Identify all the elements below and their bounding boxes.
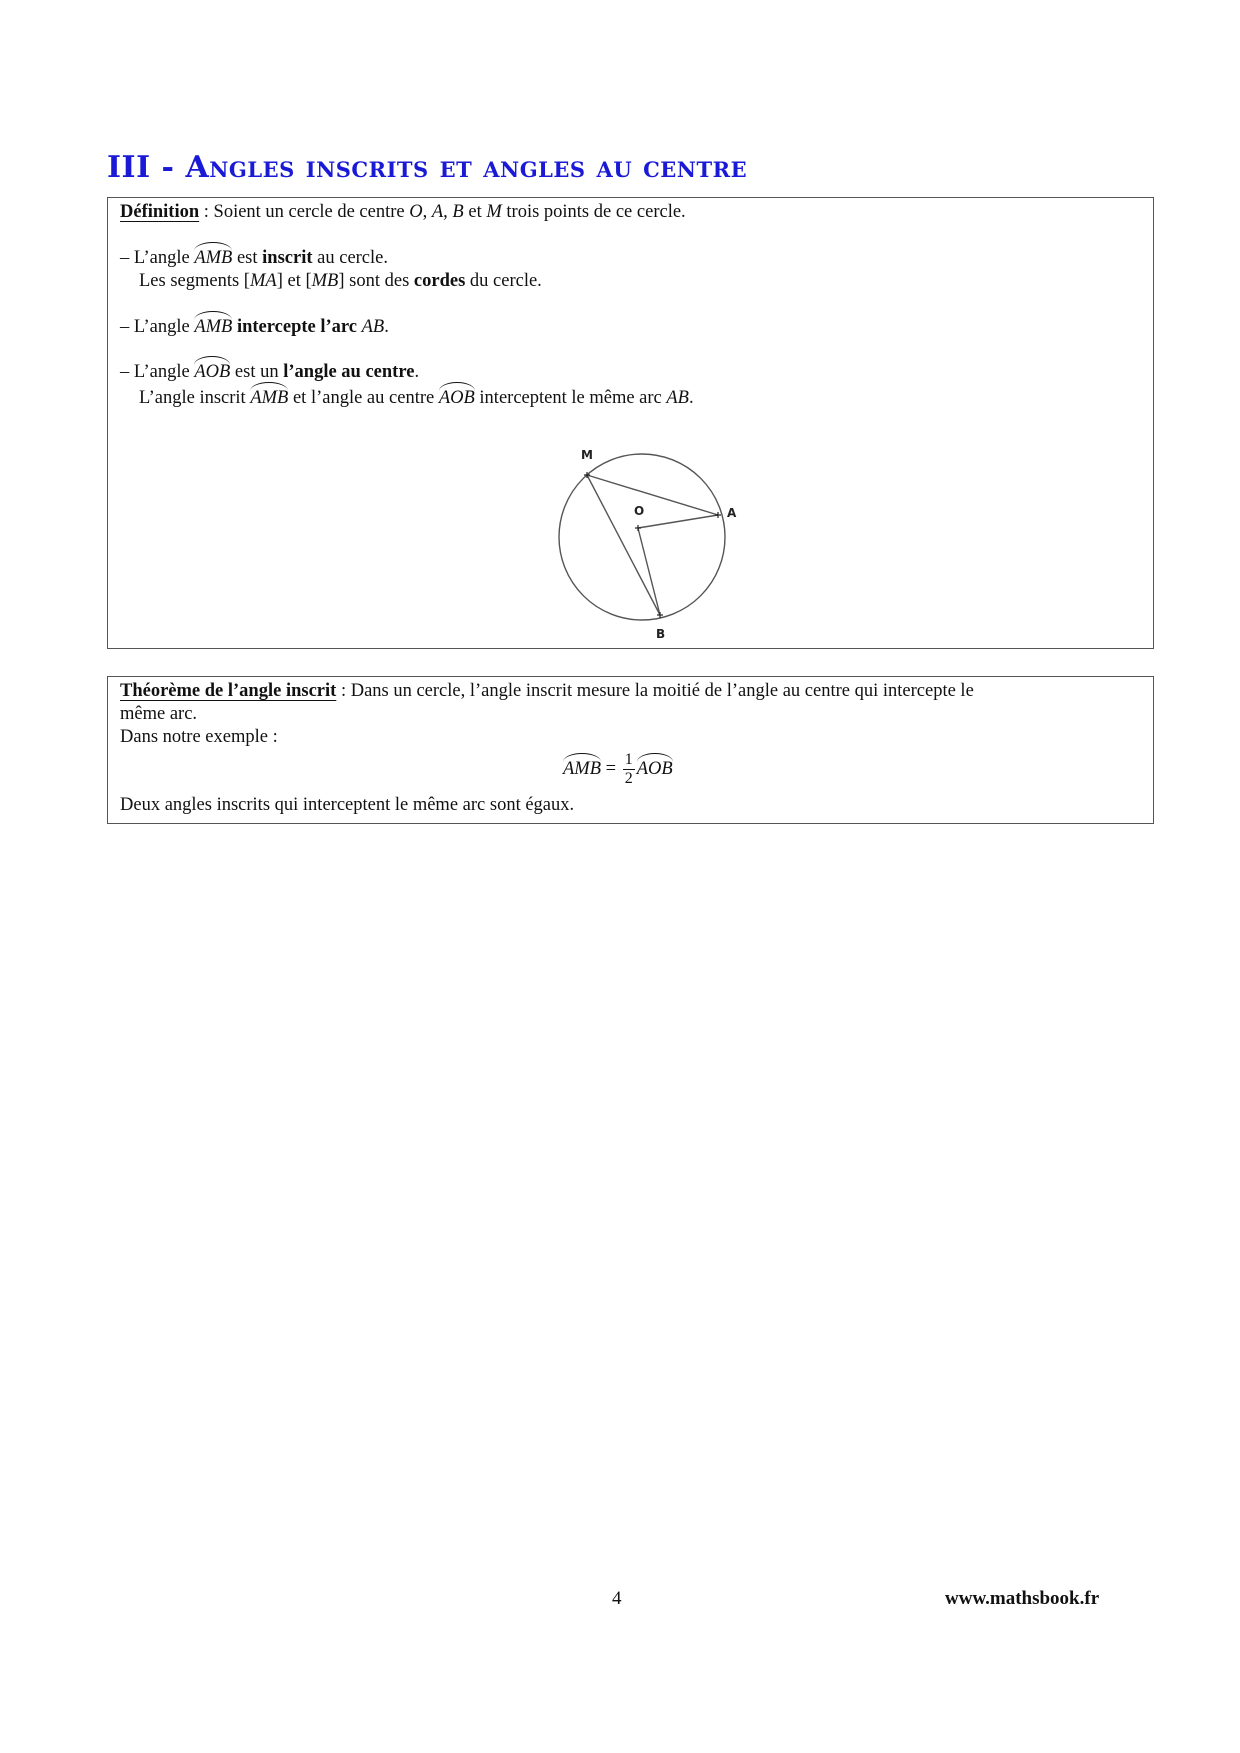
theorem-statement-end: même arc.	[120, 704, 198, 724]
angle-amb: AMB	[194, 248, 233, 268]
figure-circle	[559, 454, 725, 620]
angle-amb: AMB	[250, 388, 289, 408]
definition-box	[107, 197, 1154, 649]
page-number: 4	[612, 1588, 622, 1609]
figure-label-m: M	[581, 448, 593, 462]
figure-label-a: A	[727, 506, 737, 520]
definition-item-chords: Les segments [MA] et [MB] sont des cordes du cercle.	[139, 271, 542, 291]
theorem-box	[107, 676, 1154, 824]
circle-figure	[540, 431, 740, 641]
figure-label-b: B	[656, 627, 666, 641]
definition-intro: Définition : Soient un cercle de centre O, A, B et M trois points de ce cercle.	[120, 202, 686, 222]
theorem-example-intro: Dans notre exemple :	[120, 727, 278, 747]
chord-mb	[587, 475, 660, 615]
section-heading: Angles inscrits et angles au centre	[185, 150, 748, 185]
radius-ob	[638, 528, 660, 615]
definition-item-same-arc: L’angle inscrit AMB et l’angle au centre AOB interceptent le même arc AB.	[139, 388, 694, 408]
figure-label-o: O	[634, 504, 645, 518]
equation-aob: AOB	[636, 758, 673, 779]
angle-amb: AMB	[194, 317, 233, 337]
definition-item-intercepts: – L’angle AMB intercepte l’arc AB.	[120, 317, 389, 337]
section-number: III -	[107, 150, 175, 185]
angle-aob: AOB	[194, 362, 231, 382]
equation-fraction: $\frac{1}{2}$	[624, 751, 633, 787]
section-title	[107, 150, 747, 185]
theorem-statement: Théorème de l’angle inscrit : Dans un cercle, l’angle inscrit mesure la moitié de l’angle au centre qui intercepte le	[120, 681, 974, 701]
definition-item-inscribed: – L’angle AMB est inscrit au cercle.	[120, 248, 388, 268]
theorem-equation: AMB = $\frac{1}{2}$ AOB	[563, 751, 673, 787]
radius-oa	[638, 515, 718, 528]
definition-label: Définition	[120, 202, 200, 222]
angle-aob: AOB	[438, 388, 475, 408]
theorem-label: Théorème de l’angle inscrit	[120, 681, 337, 701]
theorem-conclusion: Deux angles inscrits qui interceptent le même arc sont égaux.	[120, 795, 575, 815]
chord-ma	[587, 475, 718, 515]
equation-amb: AMB	[563, 758, 602, 779]
definition-item-central: – L’angle AOB est un l’angle au centre.	[120, 362, 420, 382]
footer-website: www.mathsbook.fr	[945, 1588, 1100, 1609]
